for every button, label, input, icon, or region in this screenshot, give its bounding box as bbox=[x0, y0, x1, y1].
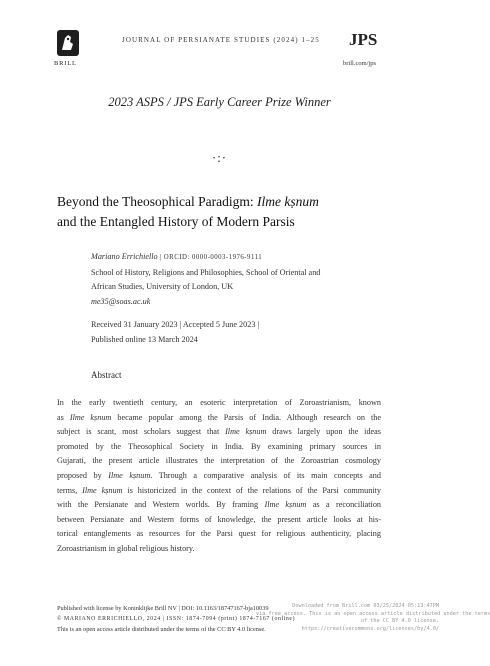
brill-logo-icon bbox=[57, 30, 79, 56]
abstract-line: with the Persianate and Western worlds. By framing Ilme kṣnum as a reconciliation bbox=[57, 500, 382, 510]
dates-line-2: Published online 13 March 2024 bbox=[91, 334, 198, 344]
prize-line: 2023 ASPS / JPS Early Career Prize Winner bbox=[108, 95, 331, 109]
abstract-italic-term: Ilme kṣnum bbox=[225, 427, 267, 437]
abstract-italic-term: Ilme kṣnum bbox=[264, 500, 307, 510]
author-affiliation-line-2: African Studies, University of London, UK bbox=[91, 282, 234, 291]
abstract-line: In the early twentieth century, an esoteric interpretation of Zoroastrianism, known bbox=[57, 398, 381, 407]
publication-dates bbox=[91, 318, 371, 347]
abstract-line: proposed by Ilme kṣnum. Through a comparative analysis of its main concepts and bbox=[57, 470, 381, 480]
abstract-line: torical entanglements as resources for the Parsi quest for religious authenticity, placing bbox=[57, 529, 381, 539]
dates-line-1: Received 31 January 2023 | Accepted 5 June 2023 | bbox=[91, 320, 260, 329]
watermark-line-1: Downloaded from Brill.com 03/25/2024 05:13:47PM bbox=[292, 603, 439, 609]
abstract-body bbox=[57, 396, 381, 557]
author-name: Mariano Errichiello bbox=[91, 252, 158, 261]
abstract-line: as Ilme kṣnum became popular among the Parsis of India. Although research on the bbox=[57, 412, 382, 422]
abstract-line: between Persianate and Western forms of knowledge, the present article looks at his- bbox=[57, 514, 381, 524]
abstract-line: terms, Ilme kṣnum is historicized in the context of the relations of the Parsi community bbox=[57, 485, 381, 495]
title-part-1: Beyond the Theosophical Paradigm: bbox=[57, 194, 257, 209]
download-watermark bbox=[256, 603, 490, 633]
section-ornament: ·:· bbox=[211, 150, 228, 165]
article-title bbox=[57, 192, 319, 232]
title-part-2: and the Entangled History of Modern Parsis bbox=[57, 214, 295, 229]
footer-copyright-line: © MARIANO ERRICHIELLO, 2024 | ISSN: 1874-7094 (print) 1874-7167 (online) bbox=[57, 616, 296, 623]
abstract-italic-term: Ilme kṣnum bbox=[82, 485, 123, 495]
author-orcid[interactable]: | ORCID: 0000-0003-1976-9111 bbox=[159, 254, 263, 261]
abstract-line: Zoroastrianism in global religious history. bbox=[57, 543, 195, 553]
journal-abbreviation: JPS bbox=[349, 30, 378, 49]
footer-open-access-line: This is an open access article distributed under the terms of the CC BY 4.0 license. bbox=[57, 625, 266, 633]
abstract-heading: Abstract bbox=[91, 370, 122, 380]
footer-license-line: Published with license by Koninklijke Brill NV | DOI: 10.1163/18747167-bja10039 bbox=[57, 605, 269, 612]
watermark-line-4: https://creativecommons.org/licenses/by/4.0/ bbox=[301, 625, 439, 632]
abstract-paragraph bbox=[57, 396, 381, 557]
abstract-italic-term: Ilme kṣnum bbox=[69, 412, 112, 422]
author-block bbox=[91, 250, 371, 309]
title-italic-term: Ilme kṣnum bbox=[256, 194, 319, 209]
watermark-line-2: via free access. This is an open access article distributed under the terms bbox=[256, 610, 490, 617]
abstract-line: promoted by the Theosophical Society in India. By examining primary sources in bbox=[57, 441, 381, 451]
journal-url[interactable]: brill.com/jps bbox=[343, 60, 377, 67]
abstract-italic-term: Ilme kṣnum bbox=[108, 470, 151, 480]
author-email[interactable]: me35@soas.ac.uk bbox=[91, 296, 151, 306]
abstract-line: Gujarati, the present article illustrates the interpretation of the Zoroastrian cosmology bbox=[57, 456, 381, 466]
abstract-line: subject is scant, most scholars suggest that Ilme kṣnum draws largely upon the ideas bbox=[57, 427, 381, 437]
publisher-label: BRILL bbox=[54, 60, 77, 67]
journal-running-head: JOURNAL OF PERSIANATE STUDIES (2024) 1–25 bbox=[122, 36, 320, 44]
author-affiliation-line-1: School of History, Religions and Philosophies, School of Oriental and bbox=[91, 267, 321, 277]
watermark-line-3: of the CC BY 4.0 license. bbox=[360, 618, 439, 625]
